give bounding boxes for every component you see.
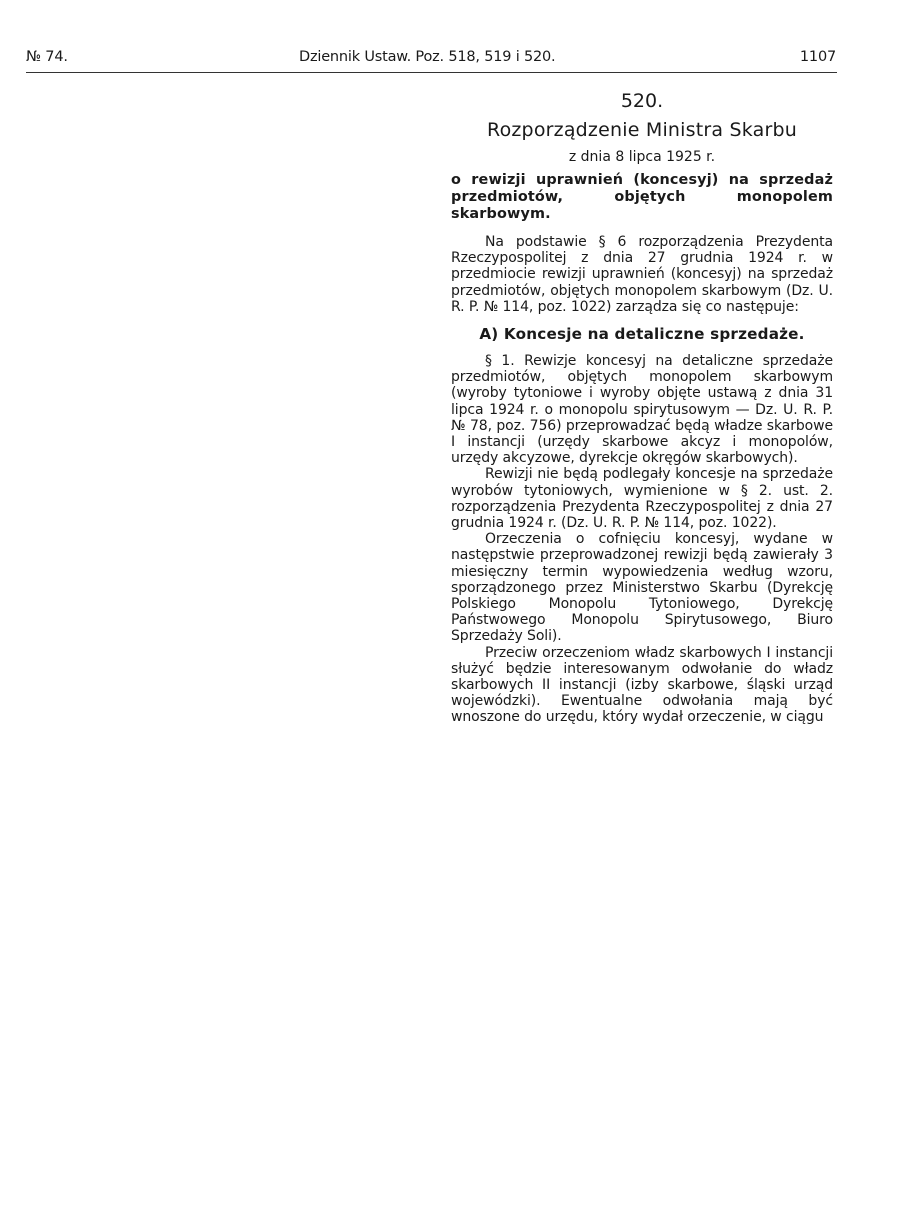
document-title: Rozporządzenie Ministra Skarbu bbox=[487, 119, 797, 141]
paragraph: § 1. Rewizje koncesyj na detaliczne sprzedaże przedmiotów, objętych monopolem skarbowym (wyroby tytoniowe i wyroby objęte ustawą z dnia 31 lipca 1924 r. o monopolu spirytusowym — Dz. U. R. P. № 78, poz. 756) przeprowadzać będą władze skarbowe I instancji (urzędy skarbowe akcyz i monopolów, urzędy akcyzowe, dyrekcje okręgów skarbowych). bbox=[451, 353, 833, 467]
page-number: 1107 bbox=[799, 49, 836, 65]
header-divider bbox=[26, 72, 837, 73]
page-header bbox=[26, 49, 836, 69]
issue-number: № 74. bbox=[26, 49, 68, 65]
journal-title: Dziennik Ustaw. Poz. 518, 519 i 520. bbox=[299, 49, 556, 65]
preamble: Na podstawie § 6 rozporządzenia Prezydenta Rzeczypospolitej z dnia 27 grudnia 1924 r. w przedmiocie rewizji uprawnień (koncesyj) na sprzedaż przedmiotów, objętych monopolem skarbowym (Dz. U. R. P. № 114, poz. 1022) zarządza się co następuje: bbox=[451, 234, 833, 315]
document-number: 520. bbox=[620, 90, 664, 112]
document-column bbox=[451, 86, 833, 726]
document-date: z dnia 8 lipca 1925 r. bbox=[568, 149, 716, 165]
subject-line-2: przedmiotów, objętych monopolem skarbowym. bbox=[451, 189, 833, 222]
subject-line-1: o rewizji uprawnień (koncesyj) na sprzedaż bbox=[451, 172, 833, 188]
document-subject bbox=[451, 172, 833, 223]
paragraph: Przeciw orzeczeniom władz skarbowych I instancji służyć będzie interesowanym odwołanie do władz skarbowych II instancji (izby skarbowe, śląski urząd wojewódzki). Ewentualne odwołania mają być wnoszone do urzędu, który wydał orzeczenie, w ciągu bbox=[451, 644, 833, 726]
paragraph: Orzeczenia o cofnięciu koncesyj, wydane w następstwie przeprowadzonej rewizji będą zawierały 3 miesięczny termin wypowiedzenia według wzoru, sporządzonego przez Ministerstwo Skarbu (Dyrekcję Polskiego Monopolu Tytoniowego, Dyrekcję Państwowego Monopolu Spirytusowego, Biuro Sprzedaży Soli). bbox=[451, 531, 833, 645]
section-heading: A) Koncesje na detaliczne sprzedaże. bbox=[479, 325, 805, 344]
paragraph: Rewizji nie będą podlegały koncesje na sprzedaże wyrobów tytoniowych, wymienione w § 2. ust. 2. rozporządzenia Prezydenta Rzeczypospolitej z dnia 27 grudnia 1924 r. (Dz. U. R. P. № 114, poz. 1022). bbox=[451, 466, 833, 532]
